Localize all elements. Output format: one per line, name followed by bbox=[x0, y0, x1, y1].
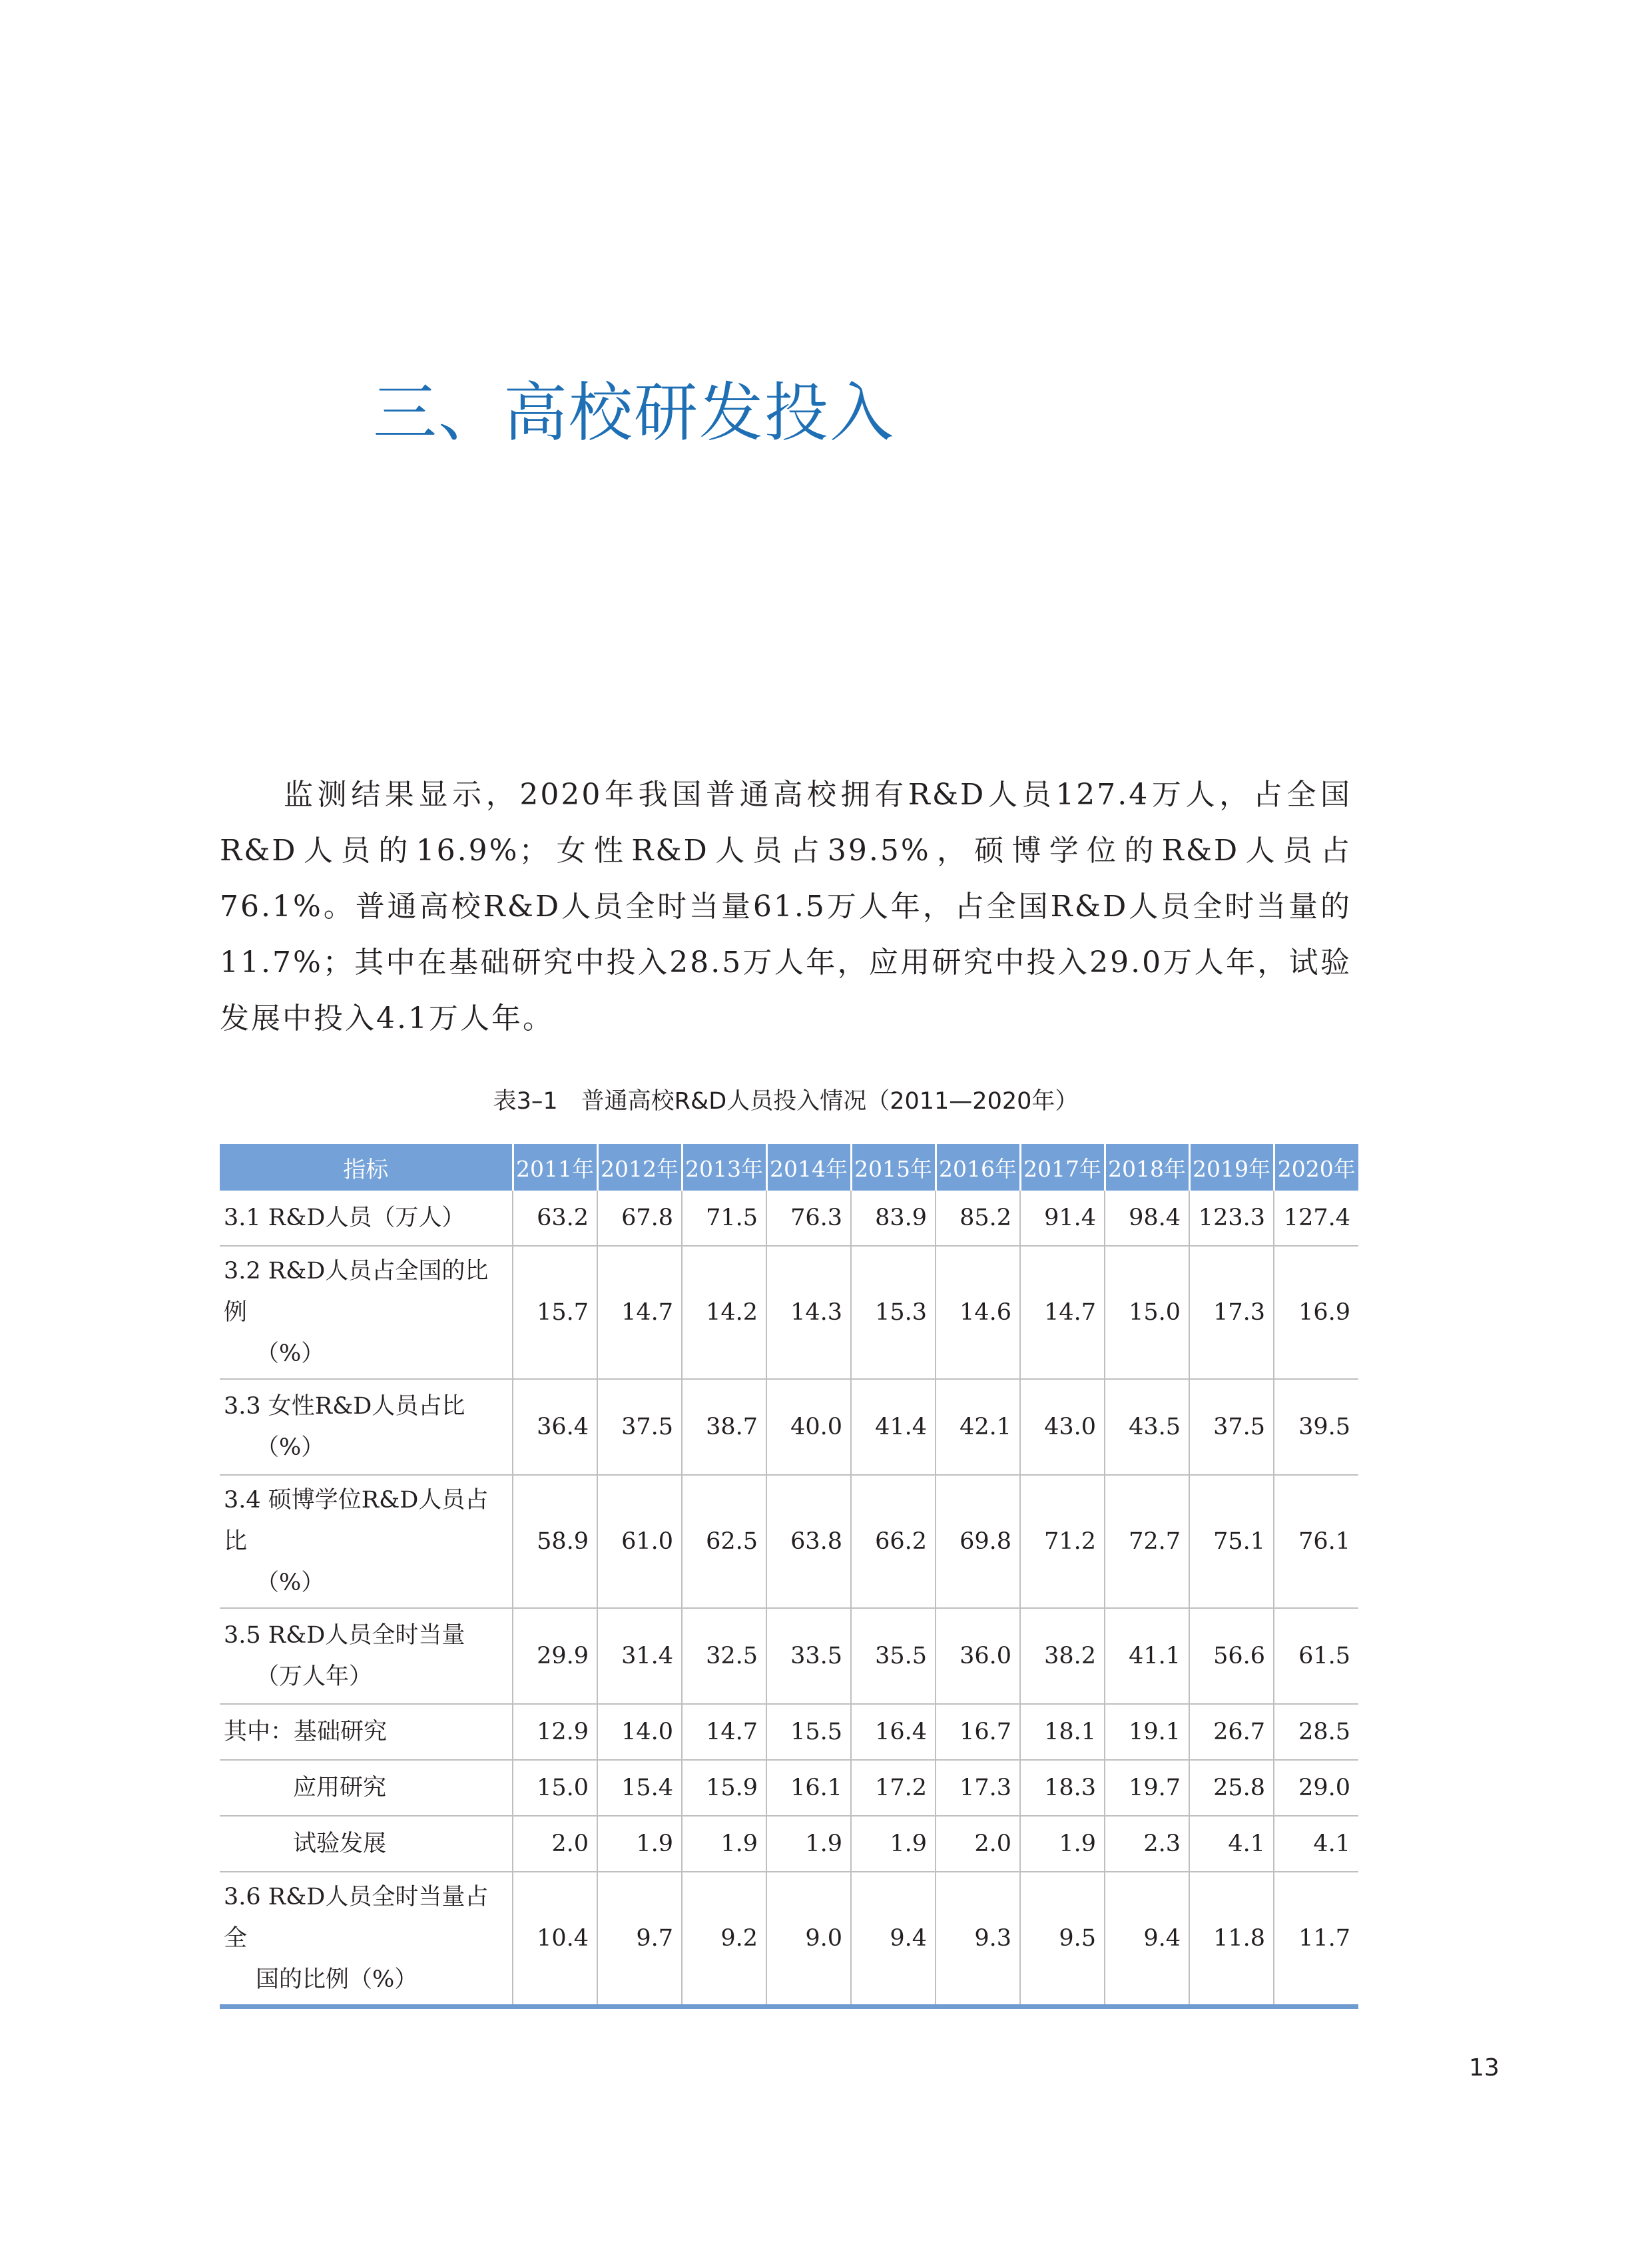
table-cell: 85.2 bbox=[936, 1191, 1020, 1246]
table-cell: 127.4 bbox=[1274, 1191, 1358, 1246]
table-cell: 1.9 bbox=[851, 1816, 936, 1872]
table-cell: 15.0 bbox=[513, 1760, 597, 1816]
table-row bbox=[220, 1704, 1358, 1760]
table-cell: 37.5 bbox=[597, 1379, 682, 1475]
row-label bbox=[220, 1475, 513, 1608]
header-year: 2015年 bbox=[851, 1144, 936, 1191]
table-cell: 10.4 bbox=[513, 1872, 597, 2007]
table-row bbox=[220, 1475, 1358, 1608]
header-year: 2018年 bbox=[1105, 1144, 1189, 1191]
table-cell: 25.8 bbox=[1189, 1760, 1274, 1816]
table-row bbox=[220, 1608, 1358, 1704]
table-row bbox=[220, 1191, 1358, 1246]
table-cell: 35.5 bbox=[851, 1608, 936, 1704]
table-cell: 18.3 bbox=[1020, 1760, 1105, 1816]
row-label-text: 应用研究 bbox=[293, 1775, 387, 1801]
table-cell: 12.9 bbox=[513, 1704, 597, 1760]
table-cell: 16.4 bbox=[851, 1704, 936, 1760]
table-cell: 16.7 bbox=[936, 1704, 1020, 1760]
row-label bbox=[220, 1760, 513, 1816]
header-year: 2012年 bbox=[597, 1144, 682, 1191]
header-year: 2011年 bbox=[513, 1144, 597, 1191]
table-cell: 17.3 bbox=[1189, 1246, 1274, 1379]
table-cell: 4.1 bbox=[1189, 1816, 1274, 1872]
row-label-unit: （%） bbox=[256, 1340, 325, 1367]
row-label bbox=[220, 1704, 513, 1760]
row-label bbox=[220, 1191, 513, 1246]
table-header-row bbox=[220, 1144, 1358, 1191]
table-cell: 16.9 bbox=[1274, 1246, 1358, 1379]
table-cell: 75.1 bbox=[1189, 1475, 1274, 1608]
table-cell: 39.5 bbox=[1274, 1379, 1358, 1475]
table-cell: 9.4 bbox=[851, 1872, 936, 2007]
table-cell: 14.7 bbox=[597, 1246, 682, 1379]
table-cell: 2.0 bbox=[513, 1816, 597, 1872]
row-label-text: 3.1 R&D人员（万人） bbox=[224, 1205, 465, 1231]
table-cell: 63.2 bbox=[513, 1191, 597, 1246]
table-cell: 41.4 bbox=[851, 1379, 936, 1475]
table-row bbox=[220, 1379, 1358, 1475]
table-cell: 15.4 bbox=[597, 1760, 682, 1816]
table-cell: 17.2 bbox=[851, 1760, 936, 1816]
section-title: 三、高校研发投入 bbox=[373, 376, 895, 450]
row-label-unit: 国的比例（%） bbox=[256, 1966, 418, 1993]
header-year: 2016年 bbox=[936, 1144, 1020, 1191]
row-label-unit: （万人年） bbox=[256, 1663, 373, 1690]
table-cell: 66.2 bbox=[851, 1475, 936, 1608]
rd-personnel-table bbox=[220, 1144, 1358, 2009]
table-cell: 26.7 bbox=[1189, 1704, 1274, 1760]
table-cell: 1.9 bbox=[682, 1816, 766, 1872]
table-cell: 63.8 bbox=[766, 1475, 851, 1608]
table-row bbox=[220, 1872, 1358, 2007]
table-cell: 29.0 bbox=[1274, 1760, 1358, 1816]
table-cell: 61.5 bbox=[1274, 1608, 1358, 1704]
table-cell: 19.1 bbox=[1105, 1704, 1189, 1760]
table-cell: 9.2 bbox=[682, 1872, 766, 2007]
table-cell: 14.7 bbox=[682, 1704, 766, 1760]
table-row bbox=[220, 1760, 1358, 1816]
row-label bbox=[220, 1816, 513, 1872]
table-cell: 42.1 bbox=[936, 1379, 1020, 1475]
table-cell: 83.9 bbox=[851, 1191, 936, 1246]
table-cell: 71.2 bbox=[1020, 1475, 1105, 1608]
table-cell: 36.0 bbox=[936, 1608, 1020, 1704]
table-cell: 14.6 bbox=[936, 1246, 1020, 1379]
table-cell: 9.5 bbox=[1020, 1872, 1105, 2007]
table-cell: 33.5 bbox=[766, 1608, 851, 1704]
table-cell: 76.1 bbox=[1274, 1475, 1358, 1608]
table-row bbox=[220, 1246, 1358, 1379]
header-year: 2013年 bbox=[682, 1144, 766, 1191]
row-label bbox=[220, 1246, 513, 1379]
table-row bbox=[220, 1816, 1358, 1872]
table-cell: 41.1 bbox=[1105, 1608, 1189, 1704]
table-cell: 98.4 bbox=[1105, 1191, 1189, 1246]
header-year: 2017年 bbox=[1020, 1144, 1105, 1191]
table-cell: 76.3 bbox=[766, 1191, 851, 1246]
header-indicator: 指标 bbox=[220, 1144, 513, 1191]
table-cell: 11.7 bbox=[1274, 1872, 1358, 2007]
table-cell: 91.4 bbox=[1020, 1191, 1105, 1246]
table-cell: 9.4 bbox=[1105, 1872, 1189, 2007]
table-cell: 16.1 bbox=[766, 1760, 851, 1816]
table-cell: 9.3 bbox=[936, 1872, 1020, 2007]
row-label-text: 3.6 R&D人员全时当量占全 bbox=[224, 1884, 489, 1952]
table-cell: 31.4 bbox=[597, 1608, 682, 1704]
body-paragraph: 监测结果显示，2020年我国普通高校拥有R&D人员127.4万人，占全国R&D人员的16.9%；女性R&D人员占39.5%，硕博学位的R&D人员占76.1%。普通高校R&D人员全时当量61.5万人年，占全国R&D人员全时当量的11.7%；其中在基础研究中投入28.5万人年，应用研究中投入29.0万人年，试验发展中投入4.1万人年。 bbox=[220, 778, 1352, 1035]
table-cell: 72.7 bbox=[1105, 1475, 1189, 1608]
table-cell: 4.1 bbox=[1274, 1816, 1358, 1872]
table-cell: 38.7 bbox=[682, 1379, 766, 1475]
table-cell: 37.5 bbox=[1189, 1379, 1274, 1475]
table-cell: 29.9 bbox=[513, 1608, 597, 1704]
table-cell: 14.7 bbox=[1020, 1246, 1105, 1379]
header-year: 2019年 bbox=[1189, 1144, 1274, 1191]
table-cell: 43.5 bbox=[1105, 1379, 1189, 1475]
row-label-unit: （%） bbox=[256, 1569, 325, 1596]
table-cell: 40.0 bbox=[766, 1379, 851, 1475]
table-cell: 14.0 bbox=[597, 1704, 682, 1760]
table-cell: 18.1 bbox=[1020, 1704, 1105, 1760]
table-cell: 123.3 bbox=[1189, 1191, 1274, 1246]
table-cell: 9.0 bbox=[766, 1872, 851, 2007]
table-cell: 58.9 bbox=[513, 1475, 597, 1608]
row-label-text: 3.3 女性R&D人员占比 bbox=[224, 1393, 465, 1420]
header-year: 2014年 bbox=[766, 1144, 851, 1191]
table-cell: 2.0 bbox=[936, 1816, 1020, 1872]
table-cell: 14.3 bbox=[766, 1246, 851, 1379]
table-cell: 15.9 bbox=[682, 1760, 766, 1816]
table-cell: 15.0 bbox=[1105, 1246, 1189, 1379]
row-label-unit: （%） bbox=[256, 1434, 325, 1461]
table-cell: 2.3 bbox=[1105, 1816, 1189, 1872]
table-cell: 15.5 bbox=[766, 1704, 851, 1760]
table-cell: 69.8 bbox=[936, 1475, 1020, 1608]
row-label-text: 3.4 硕博学位R&D人员占比 bbox=[224, 1487, 489, 1555]
row-label-text: 其中：基础研究 bbox=[224, 1719, 388, 1745]
table-cell: 15.7 bbox=[513, 1246, 597, 1379]
row-label-text: 3.2 R&D人员占全国的比例 bbox=[224, 1258, 489, 1326]
table-cell: 38.2 bbox=[1020, 1608, 1105, 1704]
table-cell: 15.3 bbox=[851, 1246, 936, 1379]
table-cell: 9.7 bbox=[597, 1872, 682, 2007]
row-label-text: 3.5 R&D人员全时当量 bbox=[224, 1622, 465, 1649]
table-cell: 1.9 bbox=[766, 1816, 851, 1872]
table-cell: 14.2 bbox=[682, 1246, 766, 1379]
table-cell: 36.4 bbox=[513, 1379, 597, 1475]
table-cell: 56.6 bbox=[1189, 1608, 1274, 1704]
table-cell: 67.8 bbox=[597, 1191, 682, 1246]
table-cell: 61.0 bbox=[597, 1475, 682, 1608]
table-caption: 表3–1 普通高校R&D人员投入情况（2011—2020年） bbox=[493, 1088, 1079, 1115]
row-label bbox=[220, 1608, 513, 1704]
table-cell: 1.9 bbox=[597, 1816, 682, 1872]
row-label bbox=[220, 1872, 513, 2007]
table-cell: 17.3 bbox=[936, 1760, 1020, 1816]
table-cell: 43.0 bbox=[1020, 1379, 1105, 1475]
table-cell: 19.7 bbox=[1105, 1760, 1189, 1816]
table-cell: 32.5 bbox=[682, 1608, 766, 1704]
table-cell: 11.8 bbox=[1189, 1872, 1274, 2007]
table-cell: 71.5 bbox=[682, 1191, 766, 1246]
header-year: 2020年 bbox=[1274, 1144, 1358, 1191]
row-label bbox=[220, 1379, 513, 1475]
table-cell: 62.5 bbox=[682, 1475, 766, 1608]
row-label-text: 试验发展 bbox=[293, 1830, 387, 1857]
page-number: 13 bbox=[1469, 2054, 1500, 2082]
table-cell: 28.5 bbox=[1274, 1704, 1358, 1760]
table-cell: 1.9 bbox=[1020, 1816, 1105, 1872]
